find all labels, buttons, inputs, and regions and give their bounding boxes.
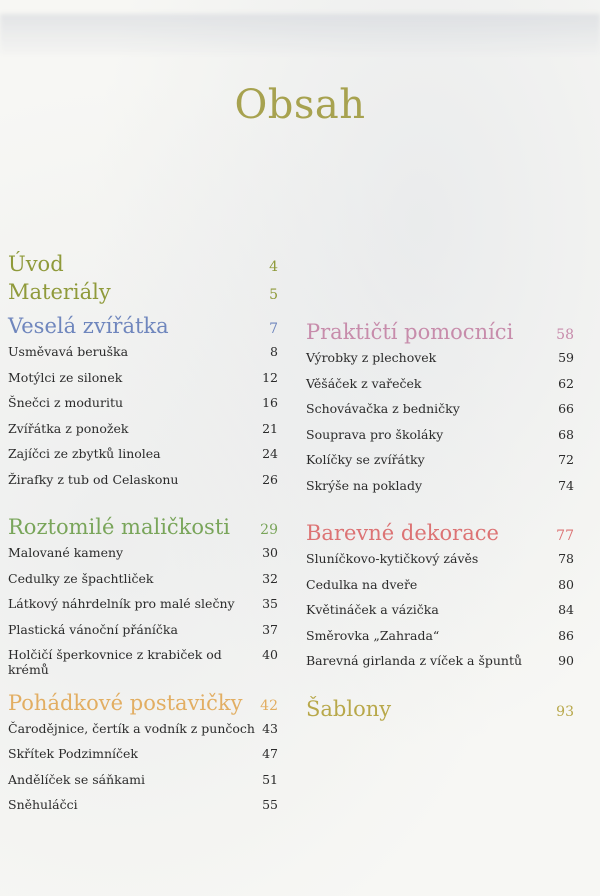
entry-label: Květináček a vázička: [306, 602, 439, 617]
entry-page: 16: [262, 395, 278, 410]
section-page: 29: [260, 522, 278, 538]
entry-page: 24: [262, 446, 278, 461]
toc-entry[interactable]: [306, 376, 574, 402]
entry-page: 74: [558, 477, 574, 493]
entry-label: Andělíček se sáňkami: [8, 771, 145, 787]
toc-entry[interactable]: [306, 401, 574, 427]
entry-label: Plastická vánoční přáníčka: [8, 621, 178, 637]
section-heading[interactable]: [8, 314, 278, 344]
entry-page: 47: [262, 746, 278, 761]
entry-page: 55: [262, 797, 278, 812]
entry-label: Čarodějnice, čertík a vodník z punčoch: [8, 720, 255, 736]
entry-page: 37: [262, 621, 278, 637]
toc-entry[interactable]: [8, 772, 278, 798]
toc-section-animals: [8, 314, 278, 497]
entry-label: Schovávačka z bedničky: [306, 401, 460, 416]
entry-page: 43: [262, 720, 278, 736]
entry-label: Výrobky z plechovek: [306, 350, 437, 365]
entry-page: 90: [558, 653, 574, 668]
toc-section-helpers: [306, 320, 574, 503]
entry-label: Směrovka „Zahrada“: [306, 627, 440, 643]
entry-page: 32: [262, 570, 278, 586]
toc-entry[interactable]: [8, 746, 278, 772]
toc-entry[interactable]: [306, 452, 574, 478]
toc-entry[interactable]: [306, 653, 574, 679]
entry-label: Usměvavá beruška: [8, 344, 129, 359]
entry-page: 8: [270, 344, 278, 359]
section-heading[interactable]: [306, 697, 574, 727]
entry-page: 30: [262, 545, 278, 560]
section-heading[interactable]: [306, 521, 574, 551]
toc-entry[interactable]: [306, 478, 574, 504]
toc-entry[interactable]: [8, 797, 278, 823]
entry-page: 51: [262, 771, 278, 787]
toc-entry[interactable]: [8, 472, 278, 498]
section-title: Pohádkové postavičky: [8, 690, 243, 715]
entry-page: 26: [262, 471, 278, 487]
entry-page: 80: [558, 576, 574, 592]
toc-entry[interactable]: [306, 427, 574, 453]
toc-entry[interactable]: [8, 344, 278, 370]
toc-intro: [8, 252, 278, 308]
entry-page: 62: [558, 375, 574, 391]
toc-entry[interactable]: [8, 545, 278, 571]
toc-section-decorations: [306, 521, 574, 679]
entry-label: Cedulka na dveře: [306, 576, 418, 592]
section-heading[interactable]: [8, 515, 278, 545]
section-title: Praktičtí pomocníci: [306, 320, 514, 344]
section-title: Barevné dekorace: [306, 521, 499, 545]
section-page: 42: [260, 697, 278, 714]
entry-page: 21: [262, 420, 278, 436]
entry-label: Malované kameny: [8, 545, 124, 560]
toc-entry[interactable]: [306, 577, 574, 603]
toc-intro-label: Úvod: [8, 252, 64, 276]
section-page: 77: [556, 528, 574, 544]
entry-page: 40: [262, 647, 278, 662]
toc-entry[interactable]: [8, 596, 278, 622]
page-title: Obsah: [234, 82, 366, 128]
section-page: 58: [556, 327, 574, 343]
bleed-through-header: [0, 14, 600, 54]
section-title: Veselá zvířátka: [8, 314, 169, 338]
toc-entry[interactable]: [306, 602, 574, 628]
toc-section-templates: [306, 697, 574, 727]
toc-materials-label: Materiály: [8, 280, 111, 304]
entry-label: Skrýše na poklady: [306, 477, 423, 493]
section-page: 7: [269, 321, 278, 337]
entry-label: Motýlci ze silonek: [8, 369, 123, 385]
entry-page: 66: [558, 401, 574, 416]
entry-label: Kolíčky se zvířátky: [306, 452, 425, 467]
entry-label: Zvířátka z ponožek: [8, 420, 129, 436]
toc-entry[interactable]: [8, 571, 278, 597]
toc-intro-page: 4: [269, 259, 278, 275]
section-heading[interactable]: [306, 320, 574, 350]
entry-page: 59: [558, 350, 574, 365]
entry-page: 84: [558, 602, 574, 617]
toc-entry[interactable]: [8, 721, 278, 747]
section-heading[interactable]: [8, 691, 278, 721]
entry-label: Látkový náhrdelník pro malé slečny: [8, 596, 235, 611]
toc-entry[interactable]: [306, 551, 574, 577]
entry-label: Skřítek Podzimníček: [8, 746, 138, 761]
toc-materials-row[interactable]: [8, 280, 278, 308]
toc-entry[interactable]: [8, 370, 278, 396]
entry-page: 78: [558, 551, 574, 566]
toc-entry[interactable]: [8, 622, 278, 648]
toc-entry[interactable]: [8, 647, 278, 677]
entry-label: Souprava pro školáky: [306, 426, 444, 442]
entry-page: 12: [262, 369, 278, 385]
toc-entry[interactable]: [306, 628, 574, 654]
entry-page: 72: [558, 452, 574, 467]
entry-label: Holčičí šperkovnice z krabiček od krémů: [8, 647, 222, 677]
entry-label: Sluníčkovo-kytičkový závěs: [306, 551, 479, 566]
toc-entry[interactable]: [306, 350, 574, 376]
entry-label: Sněhuláčci: [8, 797, 78, 812]
toc-intro-row[interactable]: [8, 252, 278, 280]
entry-page: 86: [558, 627, 574, 643]
entry-label: Zajíčci ze zbytků linolea: [8, 446, 161, 461]
entry-label: Barevná girlanda z víček a špuntů: [306, 653, 523, 668]
toc-section-little-things: [8, 515, 278, 677]
toc-entry[interactable]: [8, 421, 278, 447]
toc-section-fairy-characters: [8, 691, 278, 823]
section-title: Roztomilé maličkosti: [8, 515, 230, 539]
entry-label: Šnečci z moduritu: [8, 395, 124, 410]
toc-materials-page: 5: [269, 287, 278, 303]
section-page: 93: [556, 703, 574, 720]
entry-label: Žirafky z tub od Celaskonu: [8, 471, 179, 487]
toc-left-column: [8, 252, 278, 841]
entry-page: 35: [262, 596, 278, 611]
toc-entry[interactable]: [8, 446, 278, 472]
toc-right-column: [306, 320, 574, 745]
section-title: Šablony: [306, 696, 392, 721]
entry-label: Věšáček z vařeček: [306, 375, 422, 391]
entry-label: Cedulky ze špachtliček: [8, 570, 154, 586]
toc-entry[interactable]: [8, 395, 278, 421]
entry-page: 68: [558, 426, 574, 442]
